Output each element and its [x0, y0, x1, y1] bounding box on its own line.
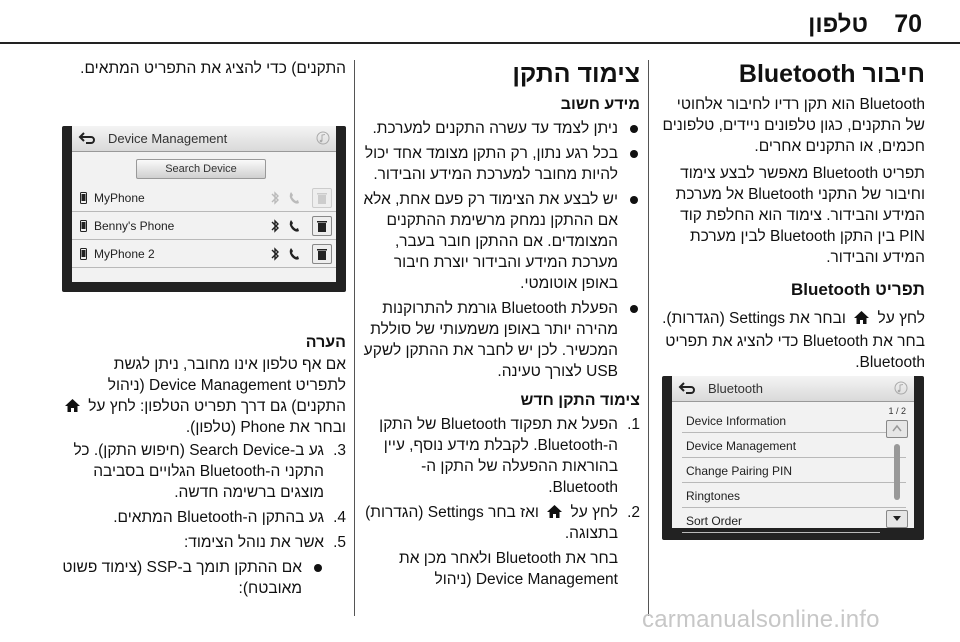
list-item: הפעלת Bluetooth גורמת להתרוקנות מהירה יותר באופן משמעותי של סוללת המכשיר. לכן יש לחבר את ההתקן לשקע USB לצורך טעינה.	[362, 298, 640, 382]
step-1: 1. הפעל את תפקוד Bluetooth של התקן ה-Bluetooth. לקבלת מידע נוסף, עיין בהוראות ההפעלה של התקן ה-Bluetooth.	[379, 416, 640, 496]
screen-title: Bluetooth	[708, 381, 763, 396]
delete-button[interactable]	[312, 188, 332, 208]
subheading-new-device: צימוד התקן חדש	[520, 392, 640, 409]
page-number: 70	[894, 10, 922, 38]
list-item: בכל רגע נתון, רק התקן מצומד אחד יכול להיות מחובר למערכת המידע והבידור.	[362, 143, 640, 185]
menu-item-device-information[interactable]: Device Information	[682, 408, 906, 433]
phone-icon	[80, 248, 87, 260]
continuation-text: התקנים) כדי להציג את התפריט המתאים.	[80, 60, 346, 77]
pairing-steps-continued	[60, 440, 346, 553]
menu-paragraph: תפריט Bluetooth מאפשר לבצע צימוד וחיבור של התקני Bluetooth אל מערכת המידע והבידור. צימוד הוא החלפת קוד PIN בין התקן Bluetooth לבין מערכת המידע והבידור.	[675, 165, 925, 266]
device-panel	[72, 152, 336, 282]
device-name: MyPhone	[94, 191, 145, 205]
screen-title-bar	[672, 376, 914, 402]
menu-item-sort-order[interactable]: Sort Order	[682, 508, 880, 533]
section-title: טלפון	[808, 11, 868, 38]
chevron-down-icon	[887, 511, 907, 527]
menu-panel	[672, 402, 914, 528]
device-row[interactable]	[72, 240, 336, 268]
device-name: MyPhone 2	[94, 247, 155, 261]
page-header	[0, 0, 960, 44]
device-name: Benny's Phone	[94, 219, 175, 233]
back-icon[interactable]	[678, 381, 696, 395]
column-left	[60, 58, 346, 81]
trash-icon	[313, 245, 331, 263]
column-divider	[648, 60, 649, 616]
music-note-icon	[316, 131, 330, 145]
bluetooth-audio-icon	[270, 219, 282, 233]
instruction-1: לחץ על ובחר את Settings (הגדרות).	[662, 310, 925, 327]
column-left-lower	[60, 332, 346, 603]
home-icon	[64, 398, 81, 413]
subheading: תפריט Bluetooth	[791, 280, 925, 299]
home-icon	[853, 310, 870, 325]
important-info-list	[362, 118, 640, 382]
music-note-icon	[894, 381, 908, 395]
phone-call-icon	[288, 191, 300, 205]
device-management-screen	[62, 126, 346, 292]
instruction-2: בחר את Bluetooth כדי להציג את תפריט Bluetooth.	[665, 333, 925, 371]
list-item: יש לבצע את הצימוד רק פעם אחת, אלא אם ההתקן נמחק מרשימת ההתקנים המצומדים. אם ההתקן חובר בעבר, מערכת המידע והבידור יוצרת חיבור באופן אוטומטי.	[362, 189, 640, 294]
note-heading: הערה	[305, 334, 346, 351]
column-divider	[354, 60, 355, 616]
watermark: carmanualsonline.info	[642, 606, 880, 633]
phone-icon	[80, 192, 87, 204]
scroll-up-button[interactable]	[886, 420, 908, 438]
device-status-icons	[262, 188, 332, 208]
bluetooth-menu-screen	[662, 376, 924, 540]
section-heading: חיבור Bluetooth	[738, 60, 925, 88]
menu-item-ringtones[interactable]: Ringtones	[682, 483, 906, 508]
device-status-icons	[262, 244, 332, 264]
column-right	[655, 58, 925, 375]
intro-paragraph: Bluetooth הוא תקן רדיו לחיבור אלחוטי של התקנים, כגון טלפונים ניידים, טלפונים חכמים, או התקנים אחרים.	[662, 96, 925, 155]
step-2: 2. לחץ על ואז בחר Settings (הגדרות) בתצוגה.	[365, 504, 640, 542]
back-icon[interactable]	[78, 131, 96, 145]
pairing-steps	[362, 414, 640, 544]
page-indicator: 1 / 2	[888, 406, 906, 416]
subheading-important: מידע חשוב	[560, 96, 640, 113]
bluetooth-audio-icon	[270, 191, 282, 205]
scrollbar[interactable]	[894, 444, 900, 500]
screen-title-bar	[72, 126, 336, 152]
search-device-button[interactable]: Search Device	[136, 159, 266, 179]
delete-button[interactable]	[312, 216, 332, 236]
bluetooth-audio-icon	[270, 247, 282, 261]
step-4: 4. גע בהתקן ה-Bluetooth המתאים.	[113, 509, 346, 526]
home-icon	[546, 504, 563, 519]
menu-item-change-pairing-pin[interactable]: Change Pairing PIN	[682, 458, 906, 483]
phone-call-icon	[288, 247, 300, 261]
screen-title: Device Management	[108, 131, 228, 146]
delete-button[interactable]	[312, 244, 332, 264]
list-item: אם ההתקן תומך ב-SSP (צימוד פשוט מאובטח):	[60, 557, 324, 599]
list-item: ניתן לצמד עד עשרה התקנים למערכת.	[362, 118, 640, 139]
phone-icon	[80, 220, 87, 232]
step-2-continuation: בחר את Bluetooth ולאחר מכן את Device Management (ניהול	[399, 550, 618, 588]
column-middle	[362, 58, 640, 592]
menu-item-device-management[interactable]: Device Management	[682, 433, 906, 458]
step-3: 3. גע ב-Search Device (חיפוש התקן). כל התקני ה-Bluetooth הגלויים בסביבה מוצגים ברשימה חדשה.	[73, 442, 346, 501]
ssp-list	[60, 557, 346, 599]
trash-icon	[313, 189, 331, 207]
note-text: אם אף טלפון אינו מחובר, ניתן לגשת לתפריט Device Management (ניהול התקנים) גם דרך תפריט הטלפון: לחץ על ובחר את Phone (טלפון).	[60, 354, 346, 438]
chevron-up-icon	[887, 421, 907, 437]
step-5: 5. אשר את נוהל הצימוד:	[183, 534, 346, 551]
device-status-icons	[262, 216, 332, 236]
phone-call-icon	[288, 219, 300, 233]
scroll-down-button[interactable]	[886, 510, 908, 528]
device-row[interactable]	[72, 184, 336, 212]
trash-icon	[313, 217, 331, 235]
device-row[interactable]	[72, 212, 336, 240]
section-heading: צימוד התקן	[512, 60, 640, 88]
